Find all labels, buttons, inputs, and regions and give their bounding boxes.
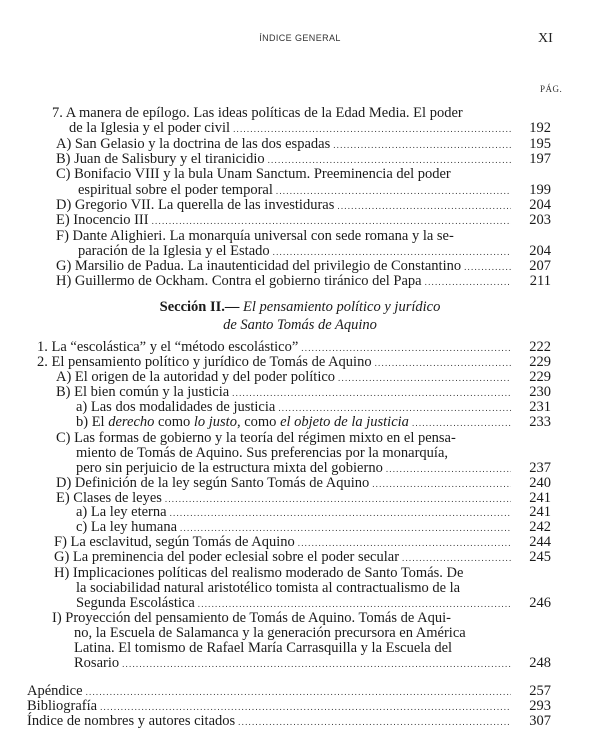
entry-page: 204 (529, 243, 551, 259)
section-title-line2: de Santo Tomás de Aquino (223, 317, 377, 333)
dot-leader (386, 462, 511, 477)
entry-label: de la Iglesia y el poder civil (69, 120, 231, 136)
entry-label: B) Juan de Salisbury y el tiranicidio (56, 151, 265, 167)
text-run: como (154, 414, 194, 430)
entry-page: 245 (529, 549, 551, 565)
dot-leader (122, 657, 511, 672)
entry-label: Bibliografía (27, 698, 98, 714)
entry-page: 230 (529, 384, 551, 400)
entry-label: Índice de nombres y autores citados (27, 713, 236, 729)
entry-page: 204 (529, 197, 551, 213)
entry-label: A) San Gelasio y la doctrina de las dos espadas (56, 136, 331, 152)
entry-line1: C) Las formas de gobierno y la teoría del régimen mixto en el pensa- (56, 430, 456, 446)
entry-page: 248 (529, 655, 551, 671)
dot-leader (170, 506, 511, 521)
entry-label: a) Las dos modalidades de justicia (76, 399, 276, 415)
italic-run: derecho (108, 414, 155, 430)
dot-leader (233, 122, 511, 137)
toc-entry-appendix[interactable] (27, 684, 514, 700)
entry-label: paración de la Iglesia y el Estado (78, 243, 270, 259)
entry-label: A) El origen de la autoridad y del poder político (56, 369, 336, 385)
entry-label: Apéndice (27, 683, 83, 699)
entry-label: 1. La “escolástica” y el “método escolástico” (37, 339, 299, 355)
toc-entry[interactable] (76, 415, 514, 431)
entry-page: 207 (529, 258, 551, 274)
entry-line1: F) Dante Alighieri. La monarquía universal con sede romana y la se- (56, 228, 454, 244)
entry-line3: Latina. El tomismo de Rafael María Carrasquilla y la Escuela del (74, 640, 453, 656)
entry-page: 246 (529, 595, 551, 611)
entry-label: E) Inocencio III (56, 212, 149, 228)
dot-leader (86, 685, 511, 700)
entry-label: H) Guillermo de Ockham. Contra el gobierno tiránico del Papa (56, 273, 422, 289)
entry-line1: H) Implicaciones políticas del realismo moderado de Santo Tomás. De (54, 565, 464, 581)
entry-label: G) La preminencia del poder eclesial sobre el poder secular (54, 549, 400, 565)
dot-leader (402, 551, 511, 566)
entry-page: 192 (529, 120, 551, 136)
entry-page: 237 (529, 460, 551, 476)
entry-line1: C) Bonifacio VIII y la bula Unam Sanctum. Preeminencia del poder (56, 166, 451, 182)
entry-page: 211 (529, 273, 551, 289)
entry-label: D) Definición de la ley según Santo Tomás de Aquino (56, 475, 370, 491)
toc-entry[interactable] (74, 656, 514, 672)
text-run: , como (236, 414, 281, 430)
entry-page: 195 (529, 136, 551, 152)
entry-page: 199 (529, 182, 551, 198)
entry-page: 222 (529, 339, 551, 355)
page-number-roman: XI (538, 31, 553, 46)
entry-page: 229 (529, 369, 551, 385)
entry-label: G) Marsilio de Padua. La inautenticidad del privilegio de Constantino (56, 258, 462, 274)
entry-line2: no, la Escuela de Salamanca y la generación precursora en América (74, 625, 466, 641)
entry-label: D) Gregorio VII. La querella de las investiduras (56, 197, 335, 213)
entry-page: 197 (529, 151, 551, 167)
entry-line1: I) Proyección del pensamiento de Tomás de Aquino. Tomás de Aqui- (52, 610, 451, 626)
toc-entry-index[interactable] (27, 714, 514, 730)
entry-line2: la sociabilidad natural aristotélico tomista al contractualismo de la (76, 580, 461, 596)
entry-label: Segunda Escolástica (76, 595, 195, 611)
dot-leader (333, 138, 511, 153)
entry-page: 307 (529, 713, 551, 729)
entry-line2: miento de Tomás de Aquino. Sus preferencias por la monarquía, (76, 445, 449, 461)
entry-page: 229 (529, 354, 551, 370)
toc-entry-chapter-7[interactable] (69, 121, 514, 137)
section-heading-line2 (0, 318, 600, 333)
entry-label: a) La ley eterna (76, 504, 167, 520)
dot-leader (152, 214, 511, 229)
pag-column-label: PÁG. (540, 84, 563, 94)
entry-page: 203 (529, 212, 551, 228)
dot-leader (337, 199, 511, 214)
entry-label (76, 415, 409, 430)
toc-entry[interactable] (54, 550, 514, 566)
dot-leader (425, 275, 511, 290)
entry-label: pero sin perjuicio de la estructura mixta del gobierno (76, 460, 383, 476)
dot-leader (464, 260, 511, 275)
dot-leader (372, 477, 511, 492)
toc-entry[interactable] (56, 213, 514, 229)
entry-page: 231 (529, 399, 551, 415)
section-title-line1: El pensamiento político y jurídico (243, 299, 441, 315)
text-run: b) El (76, 414, 109, 430)
entry-label: espiritual sobre el poder temporal (78, 182, 273, 198)
running-head: ÍNDICE GENERAL (259, 33, 341, 43)
toc-entry[interactable] (56, 274, 514, 290)
section-heading (0, 300, 600, 315)
entry-label: c) La ley humana (76, 519, 178, 535)
entry-label: F) La esclavitud, según Tomás de Aquino (54, 534, 295, 550)
entry-page: 233 (529, 414, 551, 430)
entry-label: B) El bien común y la justicia (56, 384, 230, 400)
dot-leader (100, 700, 511, 715)
entry-page: 244 (529, 534, 551, 550)
toc-entry-bibliography[interactable] (27, 699, 514, 715)
entry-page: 240 (529, 475, 551, 491)
entry-label: 2. El pensamiento político y jurídico de Tomás de Aquino (37, 354, 372, 370)
entry-page: 242 (529, 519, 551, 535)
dot-leader (238, 715, 511, 730)
entry-page: 293 (529, 698, 551, 714)
dot-leader (338, 371, 511, 386)
dot-leader (412, 416, 511, 431)
section-label: Sección II.— (159, 299, 240, 315)
entry-page: 241 (529, 504, 551, 520)
italic-run: lo justo (193, 414, 237, 430)
entry-page: 241 (529, 490, 551, 506)
dot-leader (375, 356, 511, 371)
entry-label: E) Clases de leyes (56, 490, 162, 506)
chapter-7-title-line1: 7. A manera de epílogo. Las ideas políticas de la Edad Media. El poder (52, 105, 463, 121)
entry-label: Rosario (74, 655, 120, 671)
italic-run: el objeto de la justicia (280, 414, 409, 430)
entry-page: 257 (529, 683, 551, 699)
